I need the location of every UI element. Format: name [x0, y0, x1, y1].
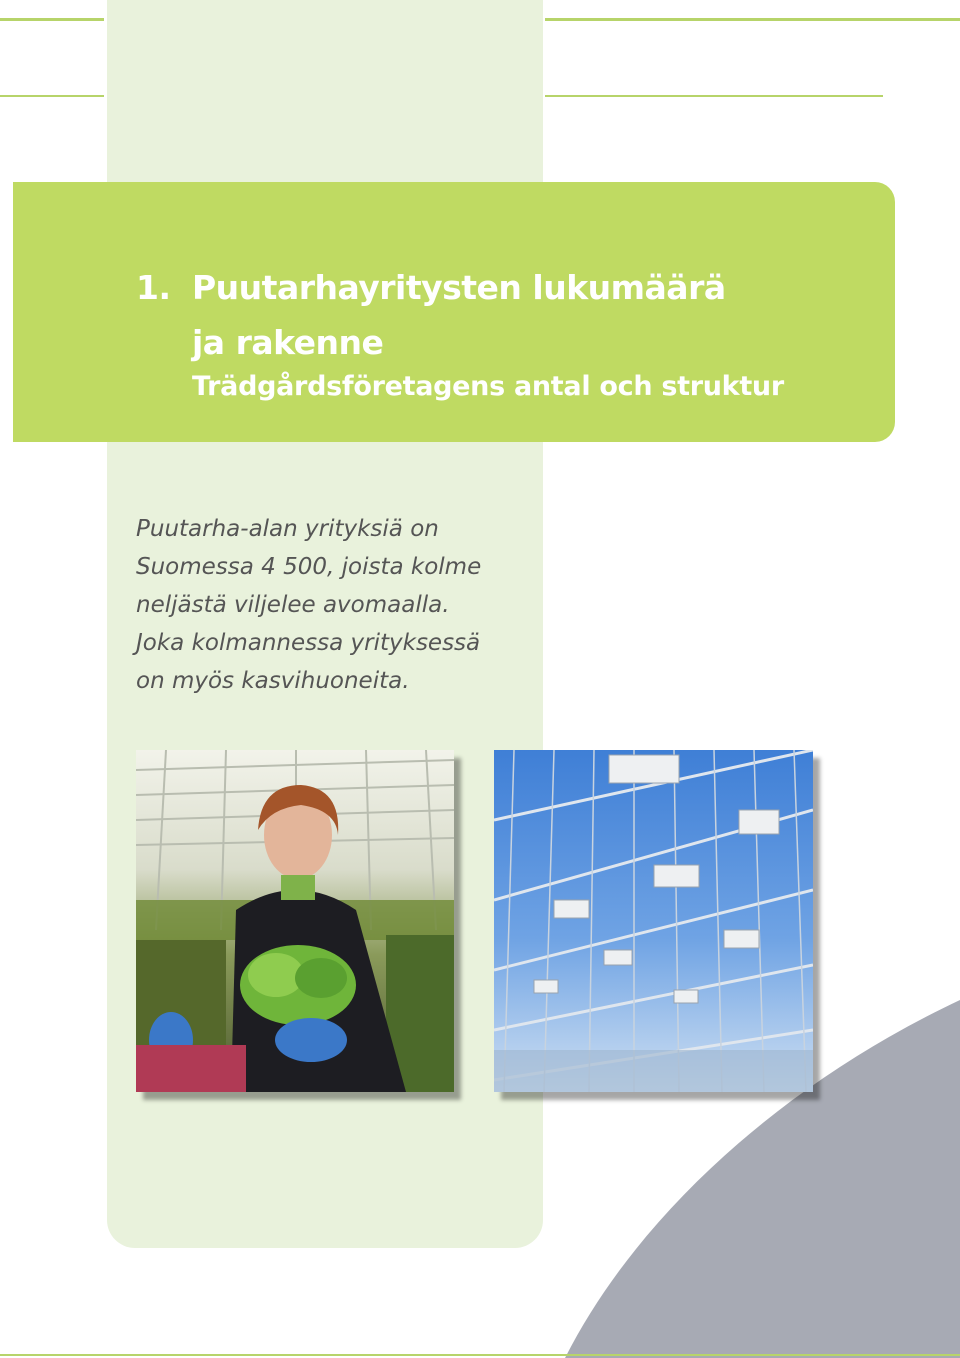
- intro-line: neljästä viljelee avomaalla.: [136, 592, 450, 618]
- bottom-rule: [0, 1354, 960, 1356]
- chapter-title-line2: ja rakenne: [192, 323, 384, 362]
- photo-woman-with-lettuce: [136, 750, 454, 1092]
- intro-line: Suomessa 4 500, joista kolme: [136, 554, 482, 580]
- chapter-banner: [13, 182, 895, 442]
- chapter-subtitle: Trädgårdsföretagens antal och struktur: [192, 371, 784, 402]
- chapter-title-line1: Puutarhayritysten lukumäärä: [192, 268, 726, 307]
- top-rule-right: [545, 18, 960, 21]
- intro-line: on myös kasvihuoneita.: [136, 668, 410, 694]
- chapter-number: 1.: [136, 268, 171, 307]
- top-rule-left: [0, 18, 104, 21]
- second-rule-left: [0, 95, 104, 97]
- intro-line: Joka kolmannessa yrityksessä: [136, 630, 481, 656]
- second-rule-right: [545, 95, 883, 97]
- intro-line: Puutarha-alan yrityksiä on: [136, 516, 439, 542]
- photo-greenhouse-roof: [494, 750, 813, 1092]
- intro-paragraph: [136, 510, 536, 700]
